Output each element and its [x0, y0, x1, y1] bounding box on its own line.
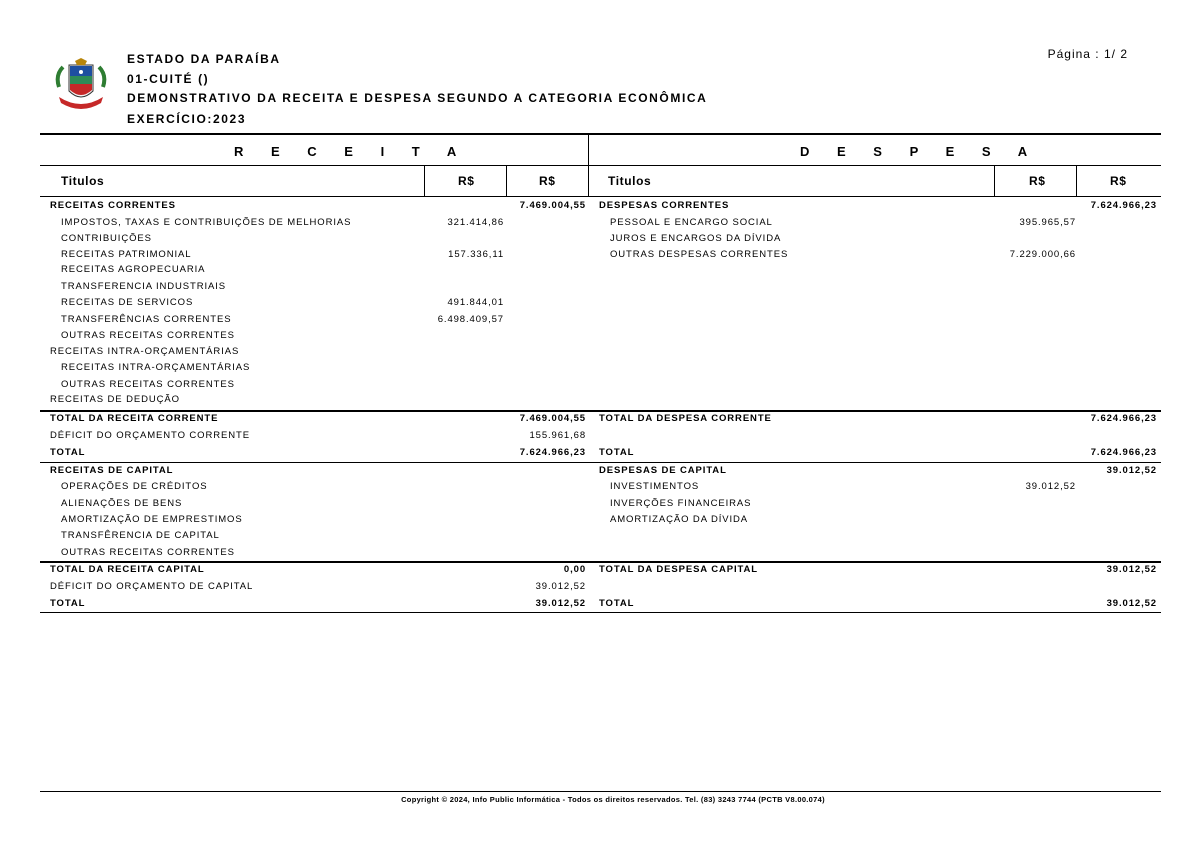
coat-of-arms-logo	[53, 57, 109, 113]
despesa-capital-total: 39.012,52	[1106, 465, 1157, 476]
receita-row-value: 321.414,86	[447, 217, 504, 228]
receita-row-label: CONTRIBUIÇÕES	[61, 233, 152, 244]
receita-row-label: OUTRAS RECEITAS CORRENTES	[61, 379, 235, 390]
despesa-capital-row-label: AMORTIZAÇÃO DA DÍVIDA	[610, 514, 749, 525]
deficit-capital-label: DÉFICIT DO ORÇAMENTO DE CAPITAL	[50, 581, 254, 592]
despesa-rs-header-2: R$	[1110, 174, 1127, 188]
receita-row-label: TRANSFERENCIA INDUSTRIAIS	[61, 281, 227, 292]
receita-titulos-header: Titulos	[61, 174, 105, 188]
total-receita-capital-final-value: 39.012,52	[535, 598, 586, 609]
receita-row-value: 491.844,01	[447, 297, 504, 308]
receita-row-label: RECEITAS PATRIMONIAL	[61, 249, 192, 260]
total-receita-capital-final-label: TOTAL	[50, 598, 86, 609]
deficit-capital-value: 39.012,52	[535, 581, 586, 592]
receita-row-label: RECEITAS INTRA-ORÇAMENTÁRIAS	[50, 346, 240, 357]
table-bottom-rule	[40, 612, 1161, 613]
total-receita-corrente-value: 7.469.004,55	[519, 413, 586, 424]
total-despesa-capital-final-value: 39.012,52	[1106, 598, 1157, 609]
despesa-row-label: DESPESAS CORRENTES	[599, 200, 730, 211]
receita-heading: R E C E I T A	[234, 144, 469, 159]
receita-rs-header-2: R$	[539, 174, 556, 188]
col-divider-r2	[506, 165, 507, 196]
receita-row-label: RECEITAS AGROPECUARIA	[61, 264, 206, 275]
despesa-row-total: 7.624.966,23	[1090, 200, 1157, 211]
report-title: DEMONSTRATIVO DA RECEITA E DESPESA SEGUNDO A CATEGORIA ECONÔMICA	[127, 91, 708, 105]
deficit-corrente-value: 155.961,68	[529, 430, 586, 441]
despesa-row-label: JUROS E ENCARGOS DA DÍVIDA	[610, 233, 782, 244]
despesa-rs-header-1: R$	[1029, 174, 1046, 188]
col-divider-d1	[994, 165, 995, 196]
receita-capital-row-label: ALIENAÇÕES DE BENS	[61, 498, 183, 509]
col-divider-r1	[424, 165, 425, 196]
receita-row-label: RECEITAS DE DEDUÇÃO	[50, 394, 180, 405]
despesa-heading: D E S P E S A	[800, 144, 1040, 159]
total-despesa-label: TOTAL	[599, 447, 635, 458]
receita-capital-label: RECEITAS DE CAPITAL	[50, 465, 174, 476]
total-receita-value: 7.624.966,23	[519, 447, 586, 458]
total-despesa-corrente-value: 7.624.966,23	[1090, 413, 1157, 424]
receita-row-total: 7.469.004,55	[519, 200, 586, 211]
column-header-rule	[40, 196, 1161, 197]
receita-row-value: 6.498.409,57	[437, 314, 504, 325]
total-receita-corrente-label: TOTAL DA RECEITA CORRENTE	[50, 413, 219, 424]
receita-row-label: IMPOSTOS, TAXAS E CONTRIBUIÇÕES DE MELHORIAS	[61, 217, 352, 228]
despesa-capital-row-label: INVERÇÕES FINANCEIRAS	[610, 498, 752, 509]
corrente-total-rule	[40, 410, 1161, 412]
section-header-rule	[40, 165, 1161, 166]
despesa-row-value: 395.965,57	[1019, 217, 1076, 228]
copyright-footer: Copyright © 2024, Info Public Informática - Todos os direitos reservados. Tel. (83) 3243 7744 (PCTB V8.00.074)	[401, 795, 825, 804]
total-receita-label: TOTAL	[50, 447, 86, 458]
total-despesa-capital-final-label: TOTAL	[599, 598, 635, 609]
total-despesa-capital-value: 39.012,52	[1106, 564, 1157, 575]
footer-rule	[40, 791, 1161, 792]
total-despesa-capital-label: TOTAL DA DESPESA CAPITAL	[599, 564, 759, 575]
despesa-row-label: PESSOAL E ENCARGO SOCIAL	[610, 217, 773, 228]
section-divider	[588, 135, 589, 197]
total-receita-capital-label: TOTAL DA RECEITA CAPITAL	[50, 564, 205, 575]
col-divider-d2	[1076, 165, 1077, 196]
total-despesa-corrente-label: TOTAL DA DESPESA CORRENTE	[599, 413, 772, 424]
despesa-capital-label: DESPESAS DE CAPITAL	[599, 465, 727, 476]
despesa-row-value: 7.229.000,66	[1009, 249, 1076, 260]
receita-row-label: RECEITAS INTRA-ORÇAMENTÁRIAS	[61, 362, 251, 373]
deficit-corrente-label: DÉFICIT DO ORÇAMENTO CORRENTE	[50, 430, 250, 441]
despesa-row-label: OUTRAS DESPESAS CORRENTES	[610, 249, 789, 260]
despesa-titulos-header: Titulos	[608, 174, 652, 188]
receita-row-label: TRANSFERÊNCIAS CORRENTES	[61, 314, 232, 325]
receita-rs-header-1: R$	[458, 174, 475, 188]
capital-start-rule	[40, 462, 1161, 463]
state-name: ESTADO DA PARAÍBA	[127, 52, 281, 66]
table-top-rule	[40, 133, 1161, 135]
receita-capital-row-label: OPERAÇÕES DE CRÉDITOS	[61, 481, 208, 492]
entity-name: 01-CUITÉ ()	[127, 72, 210, 86]
despesa-capital-row-value: 39.012,52	[1025, 481, 1076, 492]
receita-row-label: OUTRAS RECEITAS CORRENTES	[61, 330, 235, 341]
receita-row-value: 157.336,11	[448, 249, 504, 260]
receita-capital-row-label: TRANSFÊRENCIA DE CAPITAL	[61, 530, 220, 541]
receita-row-label: RECEITAS DE SERVICOS	[61, 297, 194, 308]
page-number: Página : 1/ 2	[1047, 47, 1128, 61]
despesa-capital-row-label: INVESTIMENTOS	[610, 481, 700, 492]
capital-total-rule	[40, 561, 1161, 563]
receita-capital-row-label: AMORTIZAÇÃO DE EMPRESTIMOS	[61, 514, 243, 525]
receita-capital-row-label: OUTRAS RECEITAS CORRENTES	[61, 547, 235, 558]
total-despesa-value: 7.624.966,23	[1090, 447, 1157, 458]
receita-row-label: RECEITAS CORRENTES	[50, 200, 176, 211]
exercise-year: EXERCÍCIO:2023	[127, 112, 247, 126]
total-receita-capital-value: 0,00	[563, 564, 586, 575]
